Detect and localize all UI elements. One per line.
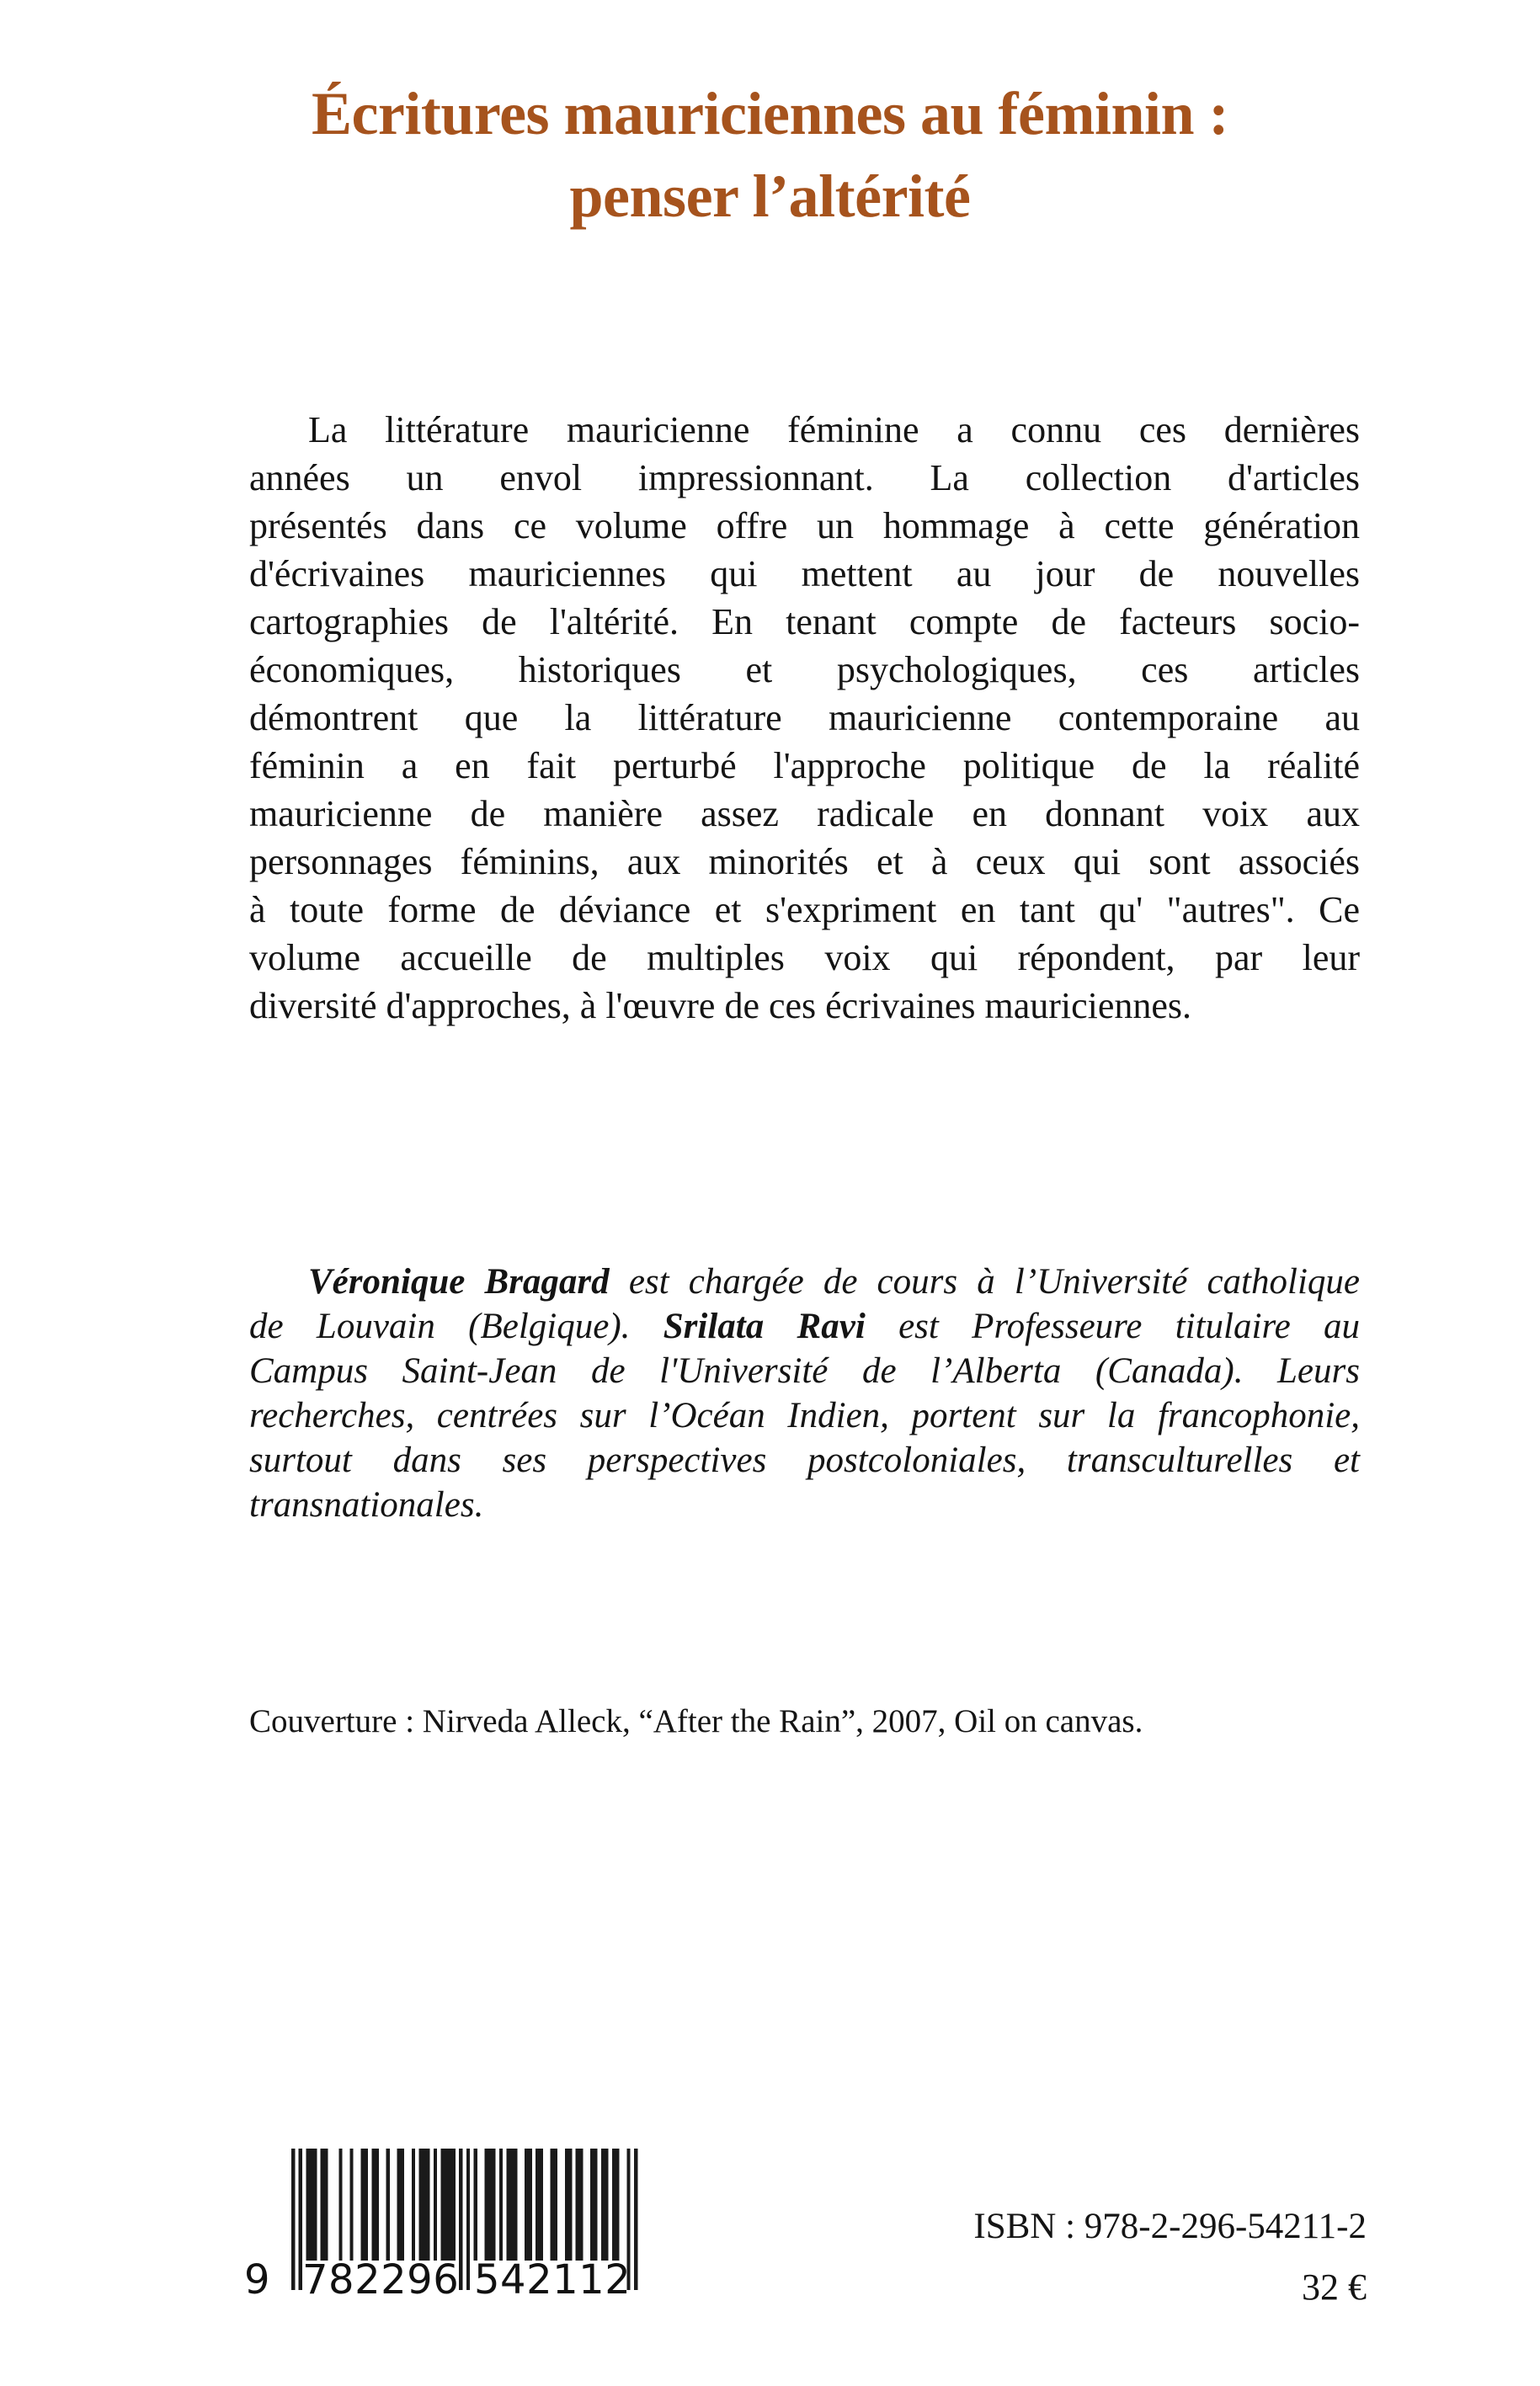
- barcode-digit-right: 542112: [474, 2256, 631, 2303]
- author-name-ravi: Srilata Ravi: [663, 1307, 866, 1346]
- synopsis-line: économiques, historiques et psychologiques, ces articles: [249, 649, 1360, 690]
- pricing-block: [973, 2208, 1367, 2307]
- authors-note-line: Campus Saint-Jean de l'Université de l’Alberta (Canada). Leurs: [249, 1351, 1360, 1391]
- authors-note-line: transnationales.: [249, 1485, 484, 1525]
- synopsis-line: démontrent que la littérature mauricienne contemporaine au: [249, 697, 1360, 738]
- authors-note: [249, 1260, 1360, 1527]
- synopsis-line: diversité d'approches, à l'œuvre de ces écrivaines mauriciennes.: [249, 985, 1192, 1026]
- author-name-bragard: Véronique Bragard: [308, 1262, 610, 1302]
- synopsis-line: féminin a en fait perturbé l'approche politique de la réalité: [249, 745, 1360, 786]
- cover-credit: Couverture : Nirveda Alleck, “After the Rain”, 2007, Oil on canvas.: [249, 1703, 1143, 1739]
- synopsis-line: à toute forme de déviance et s'expriment en tant qu' "autres". Ce: [249, 889, 1360, 930]
- synopsis-line: La littérature mauricienne féminine a connu ces dernières: [308, 409, 1360, 450]
- authors-note-text: de Louvain (Belgique).: [249, 1307, 663, 1346]
- synopsis-line: années un envol impressionnant. La collection d'articles: [249, 457, 1360, 498]
- authors-note-line: surtout dans ses perspectives postcoloniales, transculturelles et: [249, 1441, 1360, 1480]
- synopsis-line: mauricienne de manière assez radicale en donnant voix aux: [249, 793, 1360, 834]
- barcode-digit-first: 9: [244, 2256, 270, 2303]
- synopsis-line: cartographies de l'altérité. En tenant compte de facteurs socio-: [249, 601, 1360, 642]
- authors-note-line: recherches, centrées sur l’Océan Indien, portent sur la francophonie,: [249, 1396, 1360, 1435]
- synopsis-line: présentés dans ce volume offre un hommage à cette génération: [249, 505, 1360, 546]
- price: 32 €: [1302, 2266, 1367, 2308]
- isbn-label: ISBN : 978-2-296-54211-2: [973, 2207, 1367, 2246]
- authors-note-text: est Professeure titulaire au: [865, 1307, 1360, 1346]
- synopsis-line: volume accueille de multiples voix qui répondent, par leur: [249, 937, 1360, 978]
- authors-note-line: [249, 1260, 1360, 1304]
- book-title: [0, 72, 1540, 237]
- book-title-line2: penser l’altérité: [569, 162, 971, 230]
- synopsis-line: d'écrivaines mauriciennes qui mettent au jour de nouvelles: [249, 553, 1360, 594]
- barcode-digit-left: 782296: [302, 2256, 460, 2303]
- synopsis-line: personnages féminins, aux minorités et à ceux qui sont associés: [249, 841, 1360, 882]
- book-title-line1: Écritures mauriciennes au féminin :: [311, 80, 1229, 147]
- authors-note-text: est chargée de cours à l’Université catholique: [609, 1262, 1360, 1302]
- authors-note-line: [249, 1304, 1360, 1349]
- synopsis-paragraph: [249, 406, 1360, 1030]
- ean13-barcode: [244, 2149, 640, 2304]
